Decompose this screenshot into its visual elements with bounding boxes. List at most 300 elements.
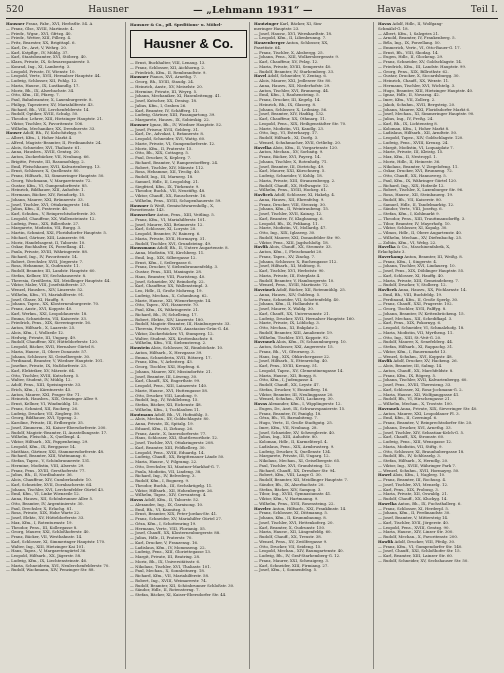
directory-entry: — Sándor, Hdlr., II, Rotensterng. 7. xyxy=(130,588,200,593)
directory-entry: — Franz, Bäcker, VII, Westbahnstr. 14. xyxy=(6,535,83,539)
directory-entry: — Viktor, Chauff., XX, Rauscherstr. 16. xyxy=(130,194,207,198)
directory-entry: — Karl, Chauffeur, XV, Pelzg. 12. xyxy=(254,60,319,64)
directory-entry: — Friedrich, Pens., XIX, Sieveringerstr. 16. xyxy=(6,321,92,326)
directory-entry: — Alois, Chauffeur, XIV, Cumberlandstr. 10. xyxy=(6,478,92,482)
directory-entry: — Richard, Ing., IV, Belvederg. 3. xyxy=(130,474,196,479)
directory-entry: — Karl, Elektriker, XV, Märzstr. 64. xyxy=(6,368,76,373)
directory-entry: — Hans, Tapez., V, Margaretengürtel 36. xyxy=(6,549,87,554)
directory-entry: — Alois, Schneider, XVI, Thaliastr. 61. xyxy=(6,145,81,150)
directory-entry: — Maria, Modistin, VII, Myrtheng. 11. xyxy=(378,330,454,335)
directory-entry: — Rudolf, Bh., IV, Schlüsselg. 3. xyxy=(378,454,441,459)
directory-entry: — Alois, Maurer, XXI, Jedleseer Str. 80. xyxy=(254,79,332,83)
directory-entry: — Ernst, Kfm., I, Seilergasse 6. xyxy=(130,260,192,265)
directory-entry: — Franz, Kfm., I, Singerstr. 4. xyxy=(378,259,438,264)
directory-entry: — Koloman, Hdlr., II, Karmeliterpl. 4. xyxy=(254,440,328,444)
directory-entry: — Karl, Beamter, X, Gudrunstr. 150. xyxy=(254,525,326,530)
directory-entry: — Hugo, Vertr., II, Große Stadtgutg. 25. xyxy=(254,421,333,425)
directory-entry: — Gustav, Drucker, X, Siccardsburgg. 30. xyxy=(378,74,460,79)
directory-entry: — Rudolf, Ing., III, Marxerg. 18. xyxy=(130,175,194,179)
directory-entry: — Robert, Kfm., VIII, Lange G. 30. xyxy=(254,473,322,478)
directory-entry: — Franz, Anstr., X, Inzersdorferstr. 77. xyxy=(130,431,207,436)
directory-entry: Havlik Adolf, Drucker, XV, Hackeng. 26. xyxy=(378,359,458,364)
directory-entry: — Karoline, Private, III, Erdbergstr. 35. xyxy=(6,421,84,425)
directory-entry: — Franz, Schlosser, XI, Dittmanng. 5. xyxy=(254,511,329,516)
directory-entry: — Matthias, Gärtner, XXI, Stammersdorferstr. 48. xyxy=(6,449,105,454)
directory-entry: — Theodor, Buchh., III, Sechskrügelg. 11. xyxy=(130,483,213,488)
directory-entry: — Otto, Ing., VI, Esterhazyg. 17. xyxy=(254,131,319,136)
directory-entry: Havas Adolf, Kfm., II, Taborstr. 52. xyxy=(130,498,200,502)
directory-entry: — Josef, Tischler, XIV, Sebastian-Kelch-G. 5. xyxy=(378,430,465,435)
directory-entry: — Rudolf, Beamter, V, Hamburgerstr. 10. xyxy=(254,278,335,283)
directory-entry: — Wilhelm, Kfm., I, Tuchlauben 11. xyxy=(130,407,201,412)
directory-entry: — Anna, Hausw., XII, Ehrenfelsg. 9. xyxy=(254,197,325,202)
directory-entry: Pasettistr. 64. xyxy=(254,45,282,50)
directory-entry: — Wenzel, Pens., XV, Zwölfergasse 9. xyxy=(254,539,328,544)
directory-entry: — Michael, Gärtner, XIII, Lainzerstr. 98. xyxy=(6,235,86,240)
directory-entry: — Julius, Ing., IV, Preßg. 24. xyxy=(378,117,434,121)
directory-entry: — Karl, Schuhm., V, Reinprechtsdorferstr. 30. xyxy=(6,212,97,216)
directory-entry: — Karl, Beamter, XIII, Feldkellerg. 30. xyxy=(130,445,206,450)
directory-entry: — Siegfried, Kfm., IX, Türkenstr. 9. xyxy=(130,184,200,189)
directory-entry: — Ladislaus, Pens., XIX, Armbrusterg. 9. xyxy=(254,444,335,449)
directory-entry: — Emil, Ing., XIX, Silbergasse 12. xyxy=(130,255,197,260)
directory-entry: — Josef, Maurer, XXI, Brünnerstr. 12. xyxy=(130,222,204,227)
directory-entry: Haustein Alois, Schlosser, XI, Rinnböckstr. 10. xyxy=(130,346,224,350)
directory-entry: — Franz, Hilfsarb., XI, Simmeringer Hauptstr. 50. xyxy=(6,174,105,178)
directory-entry: — Wilhelm, Pens., XVII, Rosensteing. 22. xyxy=(254,501,335,506)
directory-entry: — Franz, Drucker, VIII, Strozzig. 30. xyxy=(254,202,327,207)
directory-entry: — Richard, Beamter, XIII, Wattmanng. 6. xyxy=(6,454,87,459)
directory-entry: — Johann, Pens., XIII, Wolkersbergenstr. 9. xyxy=(254,55,340,60)
directory-entry: — Franz, Beamter, IV, Paniglg. 18. xyxy=(254,411,322,416)
directory-entry: — Rosa, Private, XIX, Hohe Warte 22. xyxy=(6,511,81,516)
directory-entry: — Hermine, Private, III, Weyrg. 5. xyxy=(130,89,198,94)
directory-entry: — Margarete, Hausw., IX, Sobieskig. 22. xyxy=(130,118,210,122)
directory-entry: — Franz, Schneider, XV, Mariahilfer Gürtel 27. xyxy=(130,517,223,521)
directory-entry: — Maria, Private, III, Esteplatz 4. xyxy=(254,273,321,278)
directory-entry: — Franz, Tapez., XV, Zinckg. 7. xyxy=(254,254,316,259)
directory-entry: Hauzenberger Anton, Schlosser, XX, xyxy=(254,41,329,45)
directory-entry: — Alois, Beamter, III, Salmg. 14. xyxy=(378,364,443,368)
directory-entry: — Walter, Ing., XIII, Hietzinger Kai 101. xyxy=(6,544,85,549)
directory-entry: — Josef, Elektr., XV, Hütteldorferstr. 33. xyxy=(6,516,85,520)
directory-entry: — Max, Kfm., II, Nestroypl. 1. xyxy=(378,155,437,159)
directory-entry: — Franz, Kfm., VI, Gumpendorfer Str. 140. xyxy=(378,544,463,549)
directory-entry: — Karl, Schneider, XVII, Dornbacherstr. 64. xyxy=(6,482,93,487)
directory-entry: — Anton, Hilfsarb., X, Laaerstr. 25. xyxy=(6,326,76,330)
directory-entry: — Stefan, Kfm., I, Kohlmarkt 9. xyxy=(378,212,440,216)
directory-entry: — Moriz, Kfm., II, Praterstr. 15. xyxy=(130,146,193,151)
directory-entry: — Ernst, Buchhalter, VIII, Lenaug. 13. xyxy=(130,61,206,65)
directory-entry: — Marie, Private, IX, Löblichg. 3. xyxy=(254,321,320,326)
directory-entry: — Wilhelm, Fleischh., X, Quellenpl. 4. xyxy=(6,435,81,440)
directory-entry: — Anna, Hausw., XII, Niederhofstr. 29. xyxy=(254,83,331,88)
directory-entry: — Viktor, Maler, VIII, Josefstädterstr. 27. xyxy=(6,283,87,288)
directory-entry: — Anna, Private, IX, Spitalg. 19. xyxy=(130,422,194,426)
directory-entry: — Paul, Drucker, X, Keplerg. 7. xyxy=(130,156,192,160)
directory-entry: — Alexander, Ing., IX, Garnisong. 10. xyxy=(130,502,204,507)
directory-entry: — Josef, Beamter, XIV, Hadikg. 132. xyxy=(254,112,325,117)
directory-entry: — Franz, Anstr., XVI, Koppstr. 40. xyxy=(6,307,73,311)
directory-entry: — Wenzel, Hausbes., XIV, Linzerstr. 52. xyxy=(6,288,84,292)
directory-entry: — Rudolf, Optiker, XVIII, Schulg. 50. xyxy=(6,112,79,117)
directory-entry: — Emil, Fleischhauer, XVII, Kalvarienbergg. 13. xyxy=(6,164,101,169)
directory-entry: — Julius, Kfm., I, Graben 26. xyxy=(130,103,187,108)
directory-entry: — Hermann, Tischler, XVI, Wichtelg. 3. xyxy=(378,83,456,88)
directory-entry: — Rudolf, Bh., VII, Kaiserstr. 80. xyxy=(378,197,443,202)
directory-entry: — Anton, Schlosser, XXI, Angererstr. 15. xyxy=(254,345,334,349)
directory-entry: — Georg, Bildhauer, XVI, Yppeng. 2. xyxy=(6,416,78,421)
column-3 xyxy=(254,22,374,669)
directory-entry: — Ernst, Bh., VIII, Skodag. 14. xyxy=(378,50,439,55)
directory-entry: — Richard, Bh., IV, Schelleing. 17. xyxy=(130,312,198,317)
directory-entry: — Franz, Tischler, X, Absbergg. 25. xyxy=(254,50,324,55)
directory-entry: — Karl, Maurer, XXI, Kürschnerg. 5. xyxy=(254,169,326,174)
directory-entry: — Paul, Drechsler, X, Erlachg. 81. xyxy=(6,506,73,511)
column-2 xyxy=(130,22,250,669)
directory-entry: — Wilhelm, Mechaniker, XX, Dresdnerstr. 33. xyxy=(6,126,96,131)
directory-entry: — Karl, Beamter, IV, Schäfferg. 11. xyxy=(130,108,199,113)
directory-entry: — Karl, Schlosser, XI, Rosa-Jochmann-G. 2. xyxy=(378,387,463,392)
directory-entry: — Leopold, Beamter, IV, Rainerg. 6. xyxy=(130,232,201,236)
directory-entry: — Josef, Tischler, XVI, Hettenkoferg. 20. xyxy=(254,520,334,525)
directory-entry: — Hans, Ing., XIX, Obkirchergasse 22. xyxy=(254,354,331,359)
directory-entry: — Maria, Private, XVII, Hormayrg. 31. xyxy=(130,236,206,241)
directory-entry: — Karl, Chauff., XX, Universumstr. 21. xyxy=(254,311,330,316)
directory-entry: — Johann, Schlosser, X, Leibnizg. 56. xyxy=(254,107,328,112)
directory-entry: — Johann, Tischler, XVI, Lindauerg. 10. xyxy=(378,264,456,269)
directory-entry: — Josef, Glaser, XI, Hauffg. 9. xyxy=(6,297,65,302)
directory-entry: — Marie, Hausw., XII, Wienerbergstr. 14. xyxy=(130,298,212,303)
directory-entry: — Walter, Student, IV, Mühlg. 12. xyxy=(6,378,72,383)
directory-entry: — Wilhelm, Mechan., XV, Diefenbachg. 25. xyxy=(378,235,463,240)
directory-entry: — Viktor, Hilfsarb., XX, Pappenheimg. 29. xyxy=(6,440,89,444)
directory-entry: — Rudolf, Chauff., XX, Hellwagstr. 12. xyxy=(254,183,330,188)
directory-entry: — Franz, Beamter, V, Reinprechtsdorfer Str. 20. xyxy=(378,421,473,425)
page-header xyxy=(6,3,498,17)
directory-entry: — Robert, Ing., XVIII, Weimarerstr. 74. xyxy=(130,578,207,583)
directory-entry: — Josef, Tischler, XVI, Ottakringerstr. 104. xyxy=(6,202,91,207)
directory-entry: — Hedwig, Private, III, Ungarg. 49. xyxy=(6,335,77,340)
directory-entry: — Josef, Friseur, XVII, Geblerg. 31. xyxy=(130,127,200,132)
directory-entry: — Viktor, Ing., XVIII, Währinger Park 7. xyxy=(378,463,457,468)
publication-title: — „Lehmann 1931“ — xyxy=(193,4,313,16)
directory-entry: — Rudolf, Chauffeur, XIV, Hütteldorferstr. 120. xyxy=(6,340,99,345)
directory-entry: — Josef, Hausw., XVI, Wernhardtstr. 18. xyxy=(254,31,333,36)
directory-entry: — Moriz, Hdlr., II, Heinestr. 36. xyxy=(378,159,441,164)
directory-entry: — Imre, Kfm., VII, Zollerg. 2. xyxy=(378,98,436,102)
directory-entry: — Maria, Private, XIII, Gemeindeberg. 7. xyxy=(378,278,460,283)
directory-entry: — Anna, Hausw., XIV, Guldeng. 5. xyxy=(254,292,321,297)
directory-entry: — Marie, Modistin, VII, Kandlg. 23. xyxy=(254,126,325,131)
directory-entry: — Anton, Zuckerbäcker, VII, Neubaug. 66. xyxy=(6,155,90,159)
directory-entry: — Eduard, Kfm., II, Zirkusg. 26. xyxy=(130,426,194,431)
directory-entry: — Franz, Schneider, XV, Goldschlagstr. 14. xyxy=(378,60,463,64)
directory-entry: — Otto, Mechan., XI, Enkplatz 2. xyxy=(254,326,319,330)
directory-entry: — Viktor, Pens., XIII, Jagdschloßg. 18. xyxy=(254,240,329,245)
directory-entry: — Richard, Beamter, V, Ramperstorfferg. 24. xyxy=(130,160,219,165)
directory-entry: — Arnold, Beamter, IV, Frankenberg. 5. xyxy=(378,36,456,41)
directory-entry: — Johann, Kfm., II, Weintraubeng. 15. xyxy=(254,207,330,212)
directory-entry: — Emil, Kfm., II, Czerninpl. 6. xyxy=(378,416,438,421)
directory-entry: — Emma, Schneiderin, VII, Kaiserstr. 33. xyxy=(6,316,88,321)
directory-entry: — Leopold, Kfm., II, Lilienbrunng. 7. xyxy=(254,36,327,41)
directory-entry: — Leopold, Schneider, VI, Schmalzhofg. 18. xyxy=(378,326,465,330)
directory-entry: — Ernst, Kellner, VI, Windmühlg. 15. xyxy=(6,402,79,406)
directory-entry: — Theodor, Pens., XIII, Trauttmansdorffg. 3. xyxy=(378,216,466,221)
directory-entry: — Johann, Schlosser, X, Buchengasse 112. xyxy=(254,259,338,264)
directory-entry: — Maria, Private, XIII, Stranzenbergg. 2. xyxy=(254,178,336,183)
directory-entry: — Stefan, Bäcker, XI, Kaiser-Ebersdorfer Str. 44. xyxy=(130,593,227,597)
directory-entry: — Eugen, Dr., Arzt, IX, Schwarzspanierstr. 15. xyxy=(254,406,346,411)
directory-entry: — Leopold, Bäcker, XVII, Hernalser Gürtel 8. xyxy=(6,345,95,349)
directory-entry: — Moriz, Bh., IX, Alserbachstr. 34. xyxy=(6,88,75,93)
directory-entry: Hausner Pianos, XVI, Arnethg. 7. xyxy=(130,75,198,80)
directory-entry: — Georg, Tischler, XXI, Hopfeng. 6. xyxy=(130,365,201,369)
directory-entry: — Julius, Ing., XIII, Auhofstr. 80. xyxy=(254,435,319,440)
directory-entry: Haussmann Adolf, Bh., II, Untere Augartenstr. 8. xyxy=(130,246,229,251)
directory-entry: Havas Alexander, Kfm., I, Wipplingerstr. 12. xyxy=(254,402,342,406)
directory-entry: Haussecker Anton, Pens., XIII, Veitling. 5. xyxy=(130,213,215,217)
directory-entry: — Karl, Schlosser, XI, Simmeringer Hauptstr. 170. xyxy=(6,539,106,544)
directory-entry: — Wilhelm, Kfm., VI, Mariahilferstr. 91. xyxy=(6,292,85,297)
directory-entry: — Leopold, Pens., XVIII, Eduardg. 14. xyxy=(130,450,205,455)
directory-entry: — Moriz, Handelsagent, II, Taborstr. 10. xyxy=(6,240,86,245)
directory-entry: — Stefan, Drucker, V, Einsiedlerg. 16. xyxy=(254,387,329,392)
directory-entry: — Béla, Ing., IX, Porzellang. 50. xyxy=(378,41,441,45)
directory-entry: — Tibor, Beamter, IV, Mayerhofg. 10. xyxy=(378,221,451,226)
directory-entry: — Alois, Mechan., XV, Goldschlagstr. 80. xyxy=(130,417,210,422)
directory-entry: Hautzinger Karl, Bäcker, XI, Sim- xyxy=(254,22,323,26)
directory-entry: — Karl, Drucker, V, Franzensg. 16. xyxy=(130,540,199,545)
directory-entry: — Wenzel, Schuhm., XVI, Koppstr. 48. xyxy=(378,354,453,359)
directory-entry: — Viktor, Kfm., I, Bauernmarkt 13. xyxy=(378,349,447,354)
directory-entry: — Hermann, Vertr., VIII, Florianig. 55. xyxy=(130,526,207,531)
directory-entry: Erlachplatz 3. xyxy=(378,250,406,254)
directory-entry: — Paul, Mechan., X, Sonnleitnerg. 18. xyxy=(130,569,206,574)
directory-entry: — Philipp, Tapezierer, XV, Mariahilferstr. 43. xyxy=(6,102,94,107)
directory-entry: — Ernst, Beamter, XIX, Peter-Jordan-Str. 41. xyxy=(130,512,218,517)
directory-entry: — Johann, Maurer, XIV, Missindorfstr. 21. xyxy=(130,369,212,374)
directory-entry: — Robert, Elektr., XIV, Linzerstr. 180. xyxy=(130,317,205,322)
directory-entry: — Géza, Kfm., I, Schottenring 19. xyxy=(130,521,197,526)
directory-entry: — Alois, Kfm., I, Wollzeile 12. xyxy=(6,330,65,335)
directory-entry: — Franz, Beamter, III, Rochusg. 4. xyxy=(378,478,447,482)
directory-entry: — Eugen, Hdlr., II, Glockeng. 29. xyxy=(378,55,444,60)
directory-entry: — Marie, Modistin, VI, Mollardg. 47. xyxy=(254,226,327,231)
directory-entry: — Viktor, Tischler, X, Favoritenstr. 106. xyxy=(6,121,84,126)
directory-entry: — Johann, Drucker, XVI, Arnethg. 33. xyxy=(378,425,452,430)
directory-entry: — Karl, Dr., Advokat, I, Bräunerstr. 8. xyxy=(130,132,205,137)
directory-entry: — Stefan, Kellner, XV, Sechshauserstr. 8. xyxy=(6,273,87,278)
directory-entry: — Maria, Hausw., II, Obere Donaustr. 57. xyxy=(6,349,88,354)
directory-entry: — Georg, Wachmann, V, Margaretenstr. 72. xyxy=(6,178,92,183)
directory-entry: — Margit, Modistin, VI, Loquaiplatz 7. xyxy=(378,145,454,150)
directory-entry: — Margit, Private, III, Beatrixg. 28. xyxy=(130,555,201,559)
directory-entry: — Ludwig, Drucker, X, Quellenstr. 134. xyxy=(254,449,332,454)
directory-entry: — Wilhelm, Pens., XVIII, Hockeg. 61. xyxy=(254,188,328,193)
directory-entry: — Emil, Bh., VI, Kaunitzg. 3. xyxy=(130,507,187,512)
directory-entry: — Julius, Hdlr., II, Praterstr. 70. xyxy=(130,536,193,540)
directory-entry: — Stefan, Bäcker, XII, Eichenstr. 48. xyxy=(130,403,202,407)
directory-entry: — Wilhelm, Tischler, XVI, Koppstr. 92. xyxy=(254,335,330,340)
directory-entry: — Leopold, Chauffeur, XX, Wallensteinstr. 12. xyxy=(6,216,96,221)
directory-entry: — Maria, Hausw., V, Pilgramg. 22. xyxy=(130,460,198,464)
advert-box: Hausner & Co. xyxy=(130,30,247,58)
directory-entry: — Jakob, Schuhm., XVII, Bergsteig. 20. xyxy=(378,102,456,107)
directory-entry: Hautmann Adolf, Bh., VI, Hofmühlg. 5. xyxy=(130,412,209,417)
directory-entry: — Moriz, Bh., IX, Universitätsstr. 6. xyxy=(130,559,201,564)
directory-entry: — Nikolaus, Mechan., XI, Geiselbergstr. 65. xyxy=(254,459,341,463)
directory-entry: Hausner & Weiß, Gemischtwarenhdlg., X, xyxy=(130,203,215,208)
directory-entry: — Marie, Hausw., XVI, Huttengasse 58. xyxy=(130,388,209,393)
directory-entry: — Franz, Chauff., XXI, Pragerstr. 102. xyxy=(378,302,453,307)
directory-entry: — Josef, Pens., XIX, Döblinger Hauptstr. 55. xyxy=(378,269,465,273)
directory-entry: Havel Adolf, Schneider, V, Zentag. 6. xyxy=(254,74,328,79)
directory-entry: — Imre, Kfm., VII, Neubaug. 28. xyxy=(254,425,318,430)
directory-entry: — Rudolf, Beamter, XII, Schönbrunner Schloßstr. 30. xyxy=(130,583,235,588)
directory-entry: — Paula, Private, XVIII, Währingerstr. 88. xyxy=(6,250,89,254)
directory-entry: — Anton, Hilfsarb., X, Herzgasse 39. xyxy=(130,350,203,355)
directory-entry: — Karl, Schlosser, XI, Hauffg. 40. xyxy=(378,273,444,278)
directory-entry: — Franz, Maurer, XXI, Schwaigerg. 3. xyxy=(254,558,330,563)
page-number: 520 xyxy=(6,5,24,15)
directory-entry: — Leopold, Hilfsarb., XX, Jägerstr. 58. xyxy=(6,554,82,558)
directory-entry: — Paula, Modistin, VII, Lindeng. 38. xyxy=(130,469,202,474)
directory-entry: — Johann, Tapez., XX, Klosterneuburgerstr. 70. xyxy=(6,302,100,307)
directory-entry: — Otto, Ing., XIX, Iglaseeg. 30. xyxy=(254,231,316,235)
directory-entry: — Julius, Kfm., II, Praterstr. 46. xyxy=(6,207,69,212)
directory-entry: — Karl, Tischler, XVII, Jörgerstr. 40. xyxy=(378,520,450,525)
directory-entry: — Georg, Bh., XVIII, Staudg. 24. xyxy=(130,80,195,84)
directory-entry: — Georg, Maurer, XXI, Schloßhoferstr. 40. xyxy=(6,530,90,535)
directory-entry: — Wenzel, Pens., XVIII, Martinstr. 72. xyxy=(254,283,329,288)
directory-entry: — Johann, Beamter, IV, Kettenbrückeng. 15. xyxy=(378,311,465,316)
directory-entry: Hawel Alois, Kfm., I, Naglerg. 10. xyxy=(378,473,446,478)
directory-entry: — Samuel, Hdlr., II, Tandelmarktg. 12. xyxy=(378,202,455,207)
directory-entry: — Adolf, Pens., XIII, Speisingerstr. 33. xyxy=(6,383,82,387)
directory-entry: — Anton, Kfm., I, Fleischmarkt 20. xyxy=(254,250,323,254)
directory-entry: — Maria, Schneiderin, XVI, Neulerchenfelderstr. 70. xyxy=(6,563,110,568)
directory-entry: — Hugo, Beamter, XIII, Hietzinger Hauptstr. 40. xyxy=(378,88,474,93)
directory-entry: — Otto, Tischler, XVIII, Kutscherg. 5. xyxy=(6,373,80,378)
directory-entry: Havranek Alois, Kfm., IV, Schaumburgerg. 10. xyxy=(254,340,347,345)
directory-entry: — Rosa, Hebamme, X, Gudrunstr. 11. xyxy=(6,264,80,269)
directory-entry: — Albert, Kfm., I, Hoher Markt 4. xyxy=(6,136,73,140)
directory-entry: — Richard, Ing., XIX, Hofzeile 12. xyxy=(378,183,445,188)
directory-entry: — Anna, Modistin, VII, Kirchberg. 11. xyxy=(130,251,205,255)
directory-entry: — Georg, Pens., XIX, Billrothstr. 62. xyxy=(378,69,449,74)
directory-entry: — Georg, Tischler, XVII, Palffyg. 8. xyxy=(378,307,447,311)
directory-entry: — Wilhelm, Mechan., X, Troststr. 100. xyxy=(378,402,453,406)
directory-entry: — Josefine, Private, IX, Nußdorferstr. 23. xyxy=(6,364,88,368)
directory-entry: — Rudolf, Beamter, III, Landstr. Hauptstr. 60. xyxy=(6,269,96,273)
directory-entry: — Rudolf, Magistr.-Beamter, III, Hainburgerstr. 33. xyxy=(130,322,231,327)
directory-entry: — Karl, Werkm., XXI, Leopoldauerstr. 18. xyxy=(6,311,88,316)
directory-entry: — Karl, Chauff., XX, Stromstr. 60. xyxy=(378,435,445,440)
directory-entry: — Marie, Private, VI, Gumpendorferstr. 12. xyxy=(130,141,216,146)
directory-entry: — Heinrich, Chauff., XX, Wexstr. 11. xyxy=(378,79,450,83)
directory-entry: — Otto, Drucker, VII, Seideng. 15. xyxy=(254,544,322,549)
directory-entry: — Maria, Private, XVIII, Semperstr. 40. xyxy=(254,64,332,69)
directory-entry: — Karl, Pens., XIX, Pokornyg. 6. xyxy=(378,321,442,326)
directory-entry: — Ferdinand, Beamter, V, Wiedner Hauptstr. 101. xyxy=(6,359,104,364)
directory-entry: — Karl, Staatsbeamter, XVI, Stöberg. 40. xyxy=(6,55,87,60)
directory-entry: — Karl, Chauff., XX, Engerthstr. 99. xyxy=(130,379,201,384)
directory-entry: — Rudolf, Chauff., XX, Treustr. 38. xyxy=(254,535,322,539)
directory-entry: — Josef, Tischler, XVI, Ottakringerstr. 208. xyxy=(130,441,215,445)
directory-entry: — Rudolf, Chauff., XX, Kluckyg. 14. xyxy=(378,497,448,501)
directory-entry: — Friedrich, Kfm., III, Landstr. Hauptstr. 99. xyxy=(378,64,467,69)
directory-entry: — Paul, Bahnbeamter, X, Laxenburgerstr. 8. xyxy=(6,98,93,102)
directory-entry: — Ferdinand, Kfm., II, Große Sperlg. 30. xyxy=(378,297,459,302)
directory-entry: — Josef, Zimmerm., XI, Kaiser-Ebersdorferstr. 200. xyxy=(6,425,107,430)
directory-entry: — Josef, Chauff., XX, Klosterneuburgerstr. 88. xyxy=(130,531,221,536)
directory-entry: — Julius, Bh., II, Nordbahnstr. 36. xyxy=(6,473,73,478)
column-1 xyxy=(6,22,126,669)
directory-entry: — Ludwig, Drucker, VII, Zieglerg. 59. xyxy=(6,411,81,416)
directory-entry: — Otto, Bh., XIX, Cottageg. 5. xyxy=(130,151,190,156)
directory-entry: meringer Hauptstr. 23. xyxy=(254,26,300,31)
directory-entry: — Rudolf, Ing., IV, Wohllebeng. 15. xyxy=(130,398,199,403)
directory-entry: — Hans, Schlosser, XXI, Shuttleworthstr. 12. xyxy=(130,436,219,441)
directory-entry: — Viktor, Schlosser, XI, Kopalg. 30. xyxy=(378,226,448,231)
directory-entry: — Leopold, Private, IV, Wienstr. 10. xyxy=(6,69,76,74)
directory-entry: — Ludwig, Pens., XIII, Gloriettegasse 13. xyxy=(130,550,212,555)
directory-entry: — Karl, Chauffeur, XX, Wallensteinpl. 3. xyxy=(130,284,209,289)
directory-entry: — Rudolf, Hilfsarb., XI, Dorfg. 3. xyxy=(254,136,319,140)
directory-entry: — Karl, Chauffeur, XX, Othmarg. 11. xyxy=(254,117,327,121)
directory-entry: — Gustav, Pens., XIII, Maxingstr. 28. xyxy=(130,270,203,274)
left-running-head: Hausner xyxy=(88,5,129,15)
directory-entry: — Rosa, Hausw., XII, Steinbauerg. 19. xyxy=(378,193,454,197)
directory-entry: — Johann, Mechaniker, XI, Hasenleitengg. 41. xyxy=(130,94,222,99)
directory-entry: — Franz, Bäcker, XVI, Payerg. 14. xyxy=(254,155,321,159)
directory-entry: — Ladislaus, Hilfsarb., XII, Arndtstr. 50. xyxy=(378,131,458,136)
directory-entry: — Josef, Hilfsarb., X, Ettenreichg. 40. xyxy=(254,359,329,364)
directory-entry: — Sándor, Vertr., VIII, Josefsg. 6. xyxy=(378,207,443,212)
directory-entry: — Josef, Kfm., I, Sonnenfelsg. 5. xyxy=(254,568,318,573)
directory-entry: — Johann, Tischler, XVII, Kalvarienbergg. 60. xyxy=(378,378,468,383)
directory-entry: — Otto, Beamter, IV, Argentinierstr. 30. xyxy=(6,501,84,506)
directory-entry: — Leopold, Tapez., XIV, Goldschlagstr. 120. xyxy=(378,136,464,140)
directory-entry: — Emil, Kfm., VI, Linke Wienzeile 12. xyxy=(6,492,80,497)
directory-entry: — Maria, Hausw., IX, Lustkandlg. 17. xyxy=(6,83,80,88)
directory-entry: — Géza, Bh., VI, Barnabiteng. 7. xyxy=(254,416,318,421)
directory-entry: — Emil, Bh., VIII, Buchfeldg. 19. xyxy=(378,292,443,297)
directory-entry: Havelka & Co., Maschinenfabrik, X, xyxy=(378,245,451,250)
directory-entry: — Ludwig, Pens., XVIII, Kreuzg. 24. xyxy=(378,140,449,145)
directory-entry: — Hans, Beamter, VIII, Piaristeng. 40. xyxy=(130,274,206,279)
directory-entry: — Stefan, Hilfsarb., XI, Rappachg. 31. xyxy=(378,345,454,349)
directory-entry: — Richard, Bh., VIII, Lerchenfelderstr. 14. xyxy=(6,107,90,112)
directory-entry: — Otto, Ing., XIII, St.-Veit-G. 20. xyxy=(378,335,442,340)
directory-entry: — Josef, Mechan., XI, Simmeringer Hauptstr. 90. xyxy=(378,112,475,117)
directory-entry: — Wilhelm, Kfm., VII, Siebensterng. 2. xyxy=(130,341,207,346)
directory-entry: — Wenzel, Schuhm., XVII, Hormayrg. 50. xyxy=(378,468,460,473)
directory-entry: — Hermine, Modistin, VIII, Alserstr. 29. xyxy=(6,463,85,468)
directory-entry: — Anna, Hausbes., XVIII, Gentzg. 20. xyxy=(6,150,80,155)
directory-entry: — Leopold, Pens., XIII, Lainzerstr. 140. xyxy=(130,384,208,388)
directory-entry: — Karl, Tischler, XVI, Herbststr. 90. xyxy=(254,269,325,273)
directory-entry: — Vilmos, Hdlr., II, Obere Augartenstr. 40. xyxy=(378,231,463,235)
directory-entry: — Albert, Kfm., I, Salzgries 21. xyxy=(378,31,440,36)
directory-entry: — Otto, Kfm., I, Judengasse 4. xyxy=(254,378,314,383)
directory-entry: — Heinrich, Anstr., XV, Meiselstr. 20. xyxy=(130,84,203,89)
directory-entry: — Josef, Beamter, III, Dietrichg. 49. xyxy=(254,164,325,169)
directory-entry: — Koloman, Kfm., I, Hoher Markt 8. xyxy=(378,126,450,131)
directory-entry: — Leopold, Tapez., XV, Clementinengasse 14. xyxy=(254,368,344,373)
